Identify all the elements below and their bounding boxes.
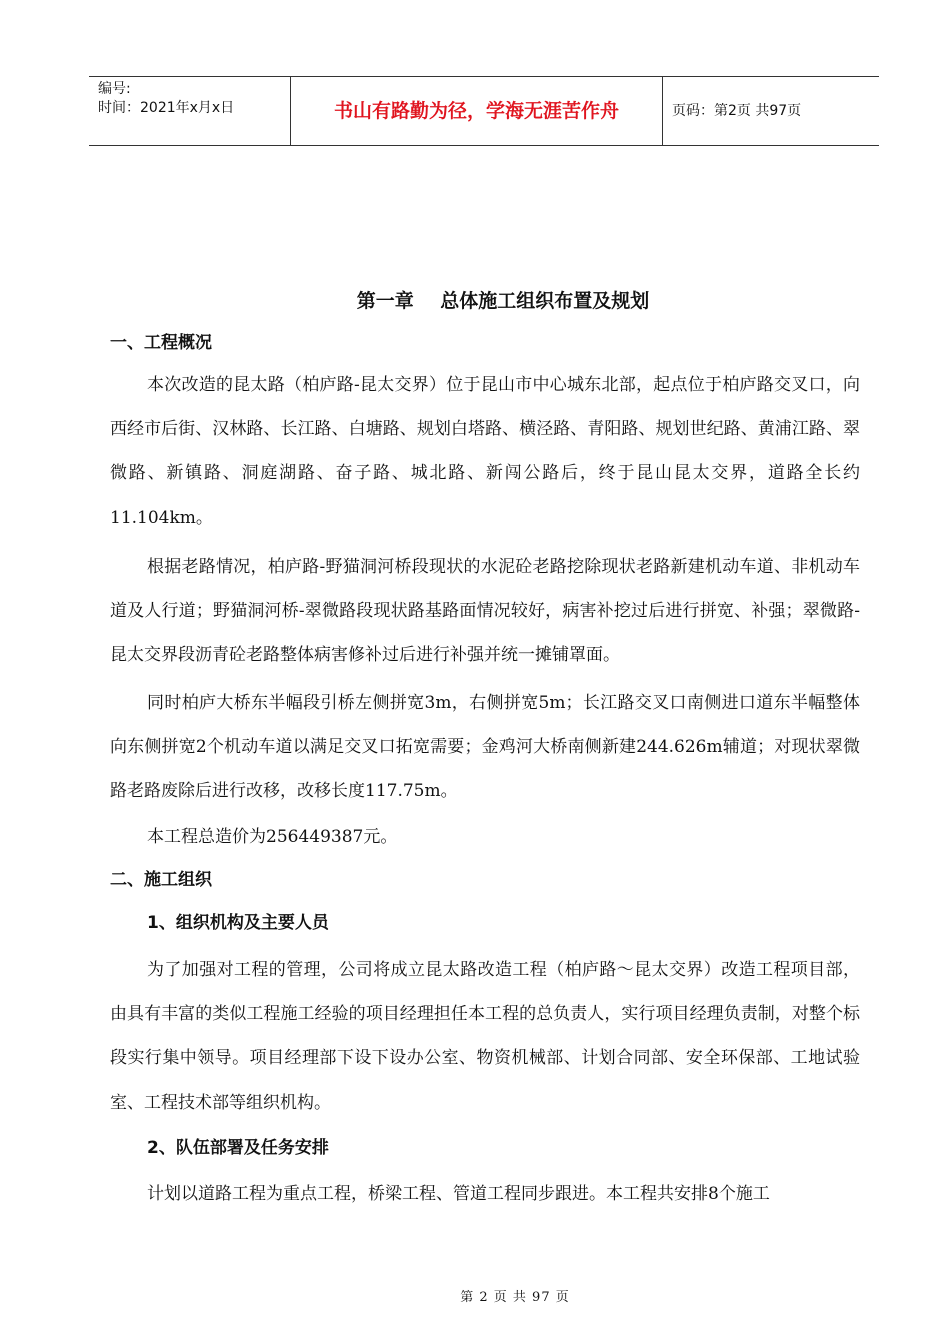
page-footer: 第 2 页 共 97 页 [460, 1290, 570, 1305]
chapter-title: 第一章 总体施工组织布置及规划 [356, 290, 650, 312]
subheading-organization-structure: 1、组织机构及主要人员 [147, 913, 329, 933]
document-header [89, 76, 879, 146]
paragraph-organization-1: 为了加强对工程的管理，公司将成立昆太路改造工程（柏庐路～昆太交界）改造工程项目部，由具有丰富的类似工程施工经验的项目经理担任本工程的总负责人，实行项目经理负责制，对整个标段实行集中领导。项目经理部下设下设办公室、物资机械部、计划合同部、安全环保部、工地试验室、工程技术部等组织机构。 [110, 960, 860, 1113]
paragraph-deployment-1: 计划以道路工程为重点工程，桥梁工程、管道工程同步跟进。本工程共安排8个施工 [147, 1184, 770, 1204]
header-time-label: 时间：2021年x月x日 [98, 100, 235, 116]
subheading-team-deployment: 2、队伍部署及任务安排 [147, 1138, 329, 1158]
header-motto: 书山有路勤为径，学海无涯苦作舟 [291, 77, 663, 145]
section-heading-organization: 二、施工组织 [110, 870, 212, 890]
header-meta [89, 77, 291, 145]
header-number-label: 编号: [98, 81, 131, 97]
header-page-info: 页码：第2页 共97页 [672, 103, 802, 119]
paragraph-overview-3: 同时柏庐大桥东半幅段引桥左侧拼宽3m，右侧拼宽5m；长江路交叉口南侧进口道东半幅整体向东侧拼宽2个机动车道以满足交叉口拓宽需要；金鸡河大桥南侧新建244.626m辅道；对现状翠微路老路废除后进行改移，改移长度117.75m。 [110, 693, 860, 802]
paragraph-overview-4: 本工程总造价为256449387元。 [147, 827, 398, 847]
paragraph-overview-1: 本次改造的昆太路（柏庐路-昆太交界）位于昆山市中心城东北部，起点位于柏庐路交叉口，向西经市后街、汉林路、长江路、白塘路、规划白塔路、横泾路、青阳路、规划世纪路、黄浦江路、翠微路、新镇路、洞庭湖路、奋子路、城北路、新闯公路后，终于昆山昆太交界，道路全长约11.104km。 [110, 375, 860, 528]
paragraph-overview-2: 根据老路情况，柏庐路-野猫洞河桥段现状的水泥砼老路挖除现状老路新建机动车道、非机动车道及人行道；野猫洞河桥-翠微路段现状路基路面情况较好，病害补挖过后进行拼宽、补强；翠微路-昆太交界段沥青砼老路整体病害修补过后进行补强并统一摊铺罩面。 [110, 557, 860, 666]
section-heading-overview: 一、工程概况 [110, 333, 212, 353]
